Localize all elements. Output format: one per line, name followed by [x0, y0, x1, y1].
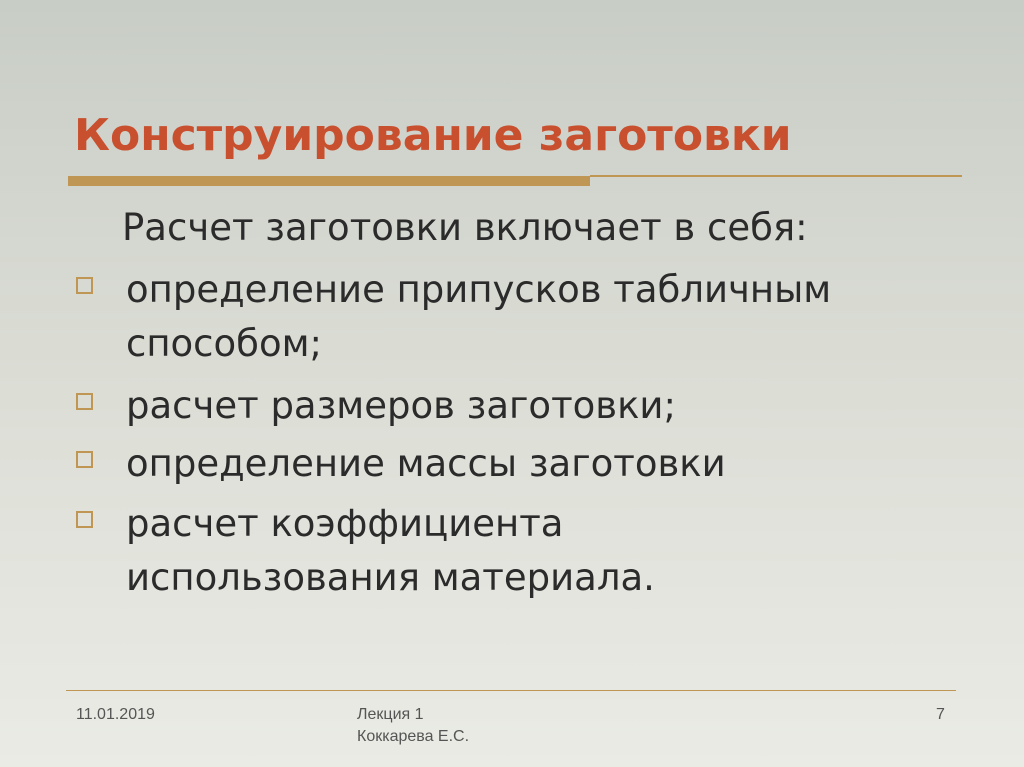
- slide-title: Конструирование заготовки: [74, 110, 792, 161]
- list-item-line: определение массы заготовки: [126, 442, 726, 485]
- list-item-text: [126, 437, 726, 491]
- footer-rule: [66, 690, 956, 691]
- square-bullet-icon: [76, 511, 93, 528]
- list-item-text: [126, 263, 831, 371]
- square-bullet-icon: [76, 393, 93, 410]
- intro-text: Расчет заготовки включает в себя:: [122, 206, 808, 249]
- list-item-line: способом;: [126, 322, 322, 365]
- title-rule-thick: [68, 176, 590, 186]
- page-number: 7: [936, 706, 945, 723]
- square-bullet-icon: [76, 277, 93, 294]
- list-item-line: расчет размеров заготовки;: [126, 384, 676, 427]
- footer-date: 11.01.2019: [76, 706, 155, 723]
- title-rule-thin: [590, 175, 962, 177]
- list-item-text: [126, 379, 676, 433]
- square-bullet-icon: [76, 451, 93, 468]
- footer-author: Коккарева Е.С.: [357, 728, 470, 745]
- list-item-line: определение припусков табличным: [126, 268, 832, 311]
- list-item-line: расчет коэффициента: [126, 502, 564, 545]
- footer-lecture: Лекция 1: [357, 706, 424, 723]
- list-item-line: использования материала.: [126, 556, 655, 599]
- list-item-text: [126, 497, 655, 605]
